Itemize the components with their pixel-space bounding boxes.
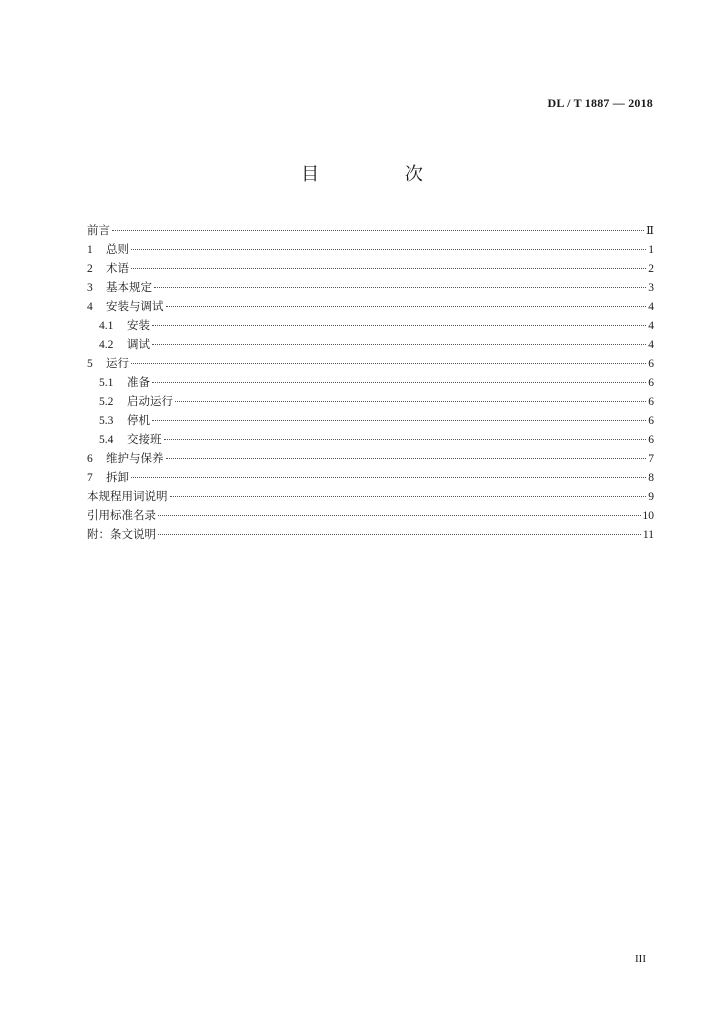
toc-entry-page: 4 <box>648 320 654 332</box>
toc-entry-number: 4.1 <box>99 320 114 332</box>
toc-dot-leader <box>131 268 646 269</box>
toc-entry-page: 11 <box>642 529 654 541</box>
toc-entry-label: 术语 <box>106 261 129 275</box>
toc-dot-leader <box>154 287 646 288</box>
toc-entry-label: 本规程用词说明 <box>87 489 168 503</box>
toc-dot-leader <box>175 401 646 402</box>
toc-entry[interactable] <box>87 278 654 297</box>
toc-entry-page: 10 <box>642 510 654 522</box>
toc-dot-leader <box>131 249 646 250</box>
page-number: III <box>635 953 646 965</box>
toc-entry[interactable] <box>87 506 654 525</box>
toc-dot-leader <box>170 496 647 497</box>
toc-dot-leader <box>158 515 641 516</box>
toc-entry-number: 5.3 <box>99 415 114 427</box>
toc-dot-leader <box>131 477 646 478</box>
toc-entry[interactable] <box>87 411 654 430</box>
toc-dot-leader <box>112 230 644 231</box>
toc-entry-number: 5.1 <box>99 377 114 389</box>
toc-entry-page: 3 <box>648 282 654 294</box>
standard-number: DL / T 1887 — 2018 <box>547 96 653 110</box>
toc-dot-leader <box>164 439 647 440</box>
toc-entry[interactable] <box>87 392 654 411</box>
toc-dot-leader <box>152 382 646 383</box>
toc-entry[interactable] <box>87 221 654 240</box>
toc-entry-number: 5 <box>87 358 93 370</box>
toc-entry-label: 附：条文说明 <box>87 527 156 541</box>
toc-entry-label: 拆卸 <box>106 470 129 484</box>
toc-entry-page: Ⅱ <box>646 225 654 237</box>
toc-dot-leader <box>131 363 646 364</box>
toc-entry-label: 总则 <box>106 242 129 256</box>
toc-entry-label: 安装与调试 <box>106 299 164 313</box>
toc-dot-leader <box>166 306 647 307</box>
toc-entry[interactable] <box>87 430 654 449</box>
toc-entry-label: 引用标准名录 <box>87 508 156 522</box>
toc-entry[interactable] <box>87 468 654 487</box>
toc-entry[interactable] <box>87 525 654 544</box>
table-of-contents <box>87 221 654 544</box>
toc-entry-label: 准备 <box>127 375 150 389</box>
toc-entry[interactable] <box>87 240 654 259</box>
toc-entry-page: 9 <box>648 491 654 503</box>
toc-entry-page: 6 <box>648 434 654 446</box>
toc-entry-number: 1 <box>87 244 93 256</box>
toc-entry-page: 1 <box>648 244 654 256</box>
toc-entry[interactable] <box>87 449 654 468</box>
toc-entry-page: 7 <box>648 453 654 465</box>
toc-entry[interactable] <box>87 259 654 278</box>
toc-entry-page: 4 <box>648 339 654 351</box>
toc-entry-number: 4 <box>87 301 93 313</box>
toc-entry[interactable] <box>87 373 654 392</box>
toc-entry[interactable] <box>87 316 654 335</box>
toc-entry-page: 6 <box>648 377 654 389</box>
toc-entry-label: 基本规定 <box>106 280 152 294</box>
toc-entry-number: 4.2 <box>99 339 114 351</box>
toc-entry[interactable] <box>87 354 654 373</box>
toc-entry-label: 前言 <box>87 223 110 237</box>
toc-entry-page: 4 <box>648 301 654 313</box>
toc-dot-leader <box>152 325 646 326</box>
toc-entry-label: 维护与保养 <box>106 451 164 465</box>
toc-entry-page: 6 <box>648 358 654 370</box>
toc-dot-leader <box>152 420 646 421</box>
toc-entry-page: 6 <box>648 415 654 427</box>
toc-entry-label: 安装 <box>127 318 150 332</box>
toc-entry-page: 2 <box>648 263 654 275</box>
toc-dot-leader <box>158 534 641 535</box>
toc-entry-number: 7 <box>87 472 93 484</box>
toc-entry-number: 3 <box>87 282 93 294</box>
toc-entry-label: 启动运行 <box>127 394 173 408</box>
toc-entry[interactable] <box>87 335 654 354</box>
toc-entry[interactable] <box>87 487 654 506</box>
toc-entry[interactable] <box>87 297 654 316</box>
toc-entry-number: 5.4 <box>99 434 114 446</box>
toc-entry-number: 5.2 <box>99 396 114 408</box>
toc-entry-label: 交接班 <box>127 432 162 446</box>
toc-entry-page: 6 <box>648 396 654 408</box>
toc-entry-number: 2 <box>87 263 93 275</box>
toc-title: 目 次 <box>301 164 463 185</box>
toc-entry-label: 停机 <box>127 413 150 427</box>
toc-dot-leader <box>166 458 647 459</box>
toc-entry-number: 6 <box>87 453 93 465</box>
toc-dot-leader <box>152 344 646 345</box>
toc-entry-label: 运行 <box>106 356 129 370</box>
toc-entry-page: 8 <box>648 472 654 484</box>
toc-entry-label: 调试 <box>127 337 150 351</box>
